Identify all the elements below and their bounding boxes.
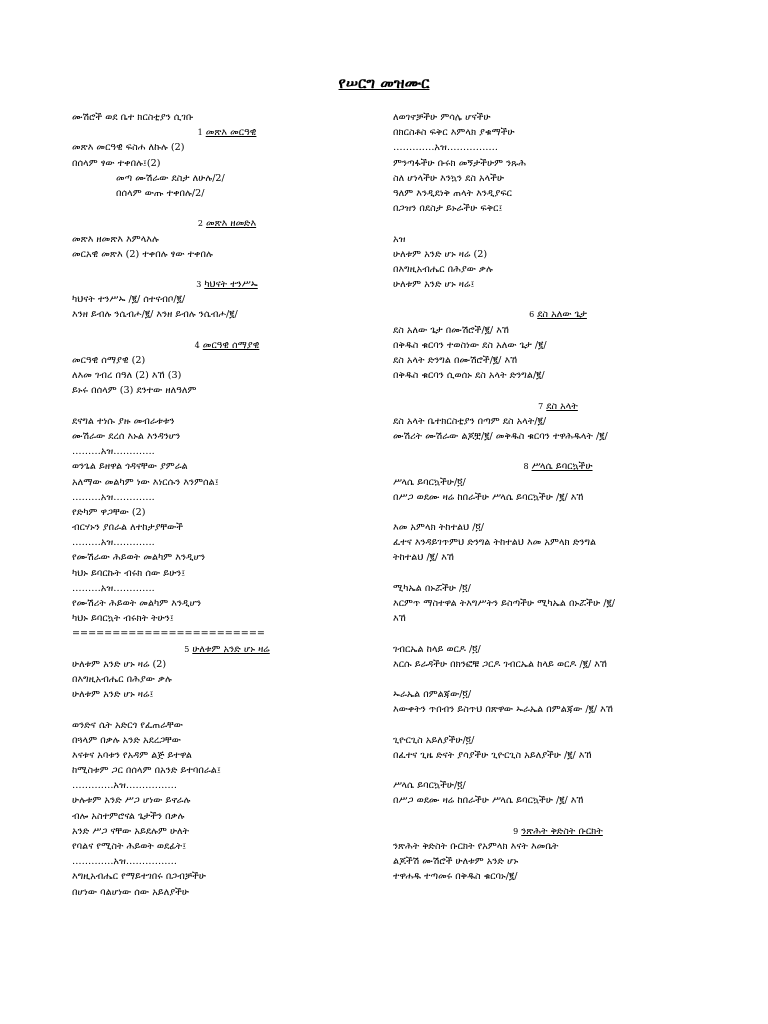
blank-line — [393, 809, 723, 824]
lyric-line: እርምጥ ማስተዋል ትእግሥትን ይስጣችሁ ሚካኤል በኑሯችሁ /፪/ — [393, 598, 615, 609]
lyric-line: ትከተልህ /፪/ እኸ — [393, 552, 455, 564]
lyric-line: በእግዚአብሔር በሕያው ቃሉ — [393, 263, 493, 275]
blank-line — [393, 383, 723, 398]
lyric-line: ሥላሴ ይባርኳችሁ/፬/ — [393, 780, 466, 792]
lyric-line: ተዋሐዱ ተጣመሩ በቅዱስ ቁርባኑ/፪/ — [393, 871, 518, 883]
lyric-line: ደስ አላት ቤተክርስቲያን በጣም ደስ አላት/፪/ — [393, 415, 547, 427]
lyric-line: ሁለቱም አንድ ሆኑ ዛሬ (2) — [393, 248, 488, 260]
lyric-line: ሚካኤል በኑሯችሁ /፬/ — [393, 582, 471, 594]
song-heading — [72, 338, 382, 353]
blank-line — [72, 262, 382, 277]
lyric-line: እናቱና አባቱን የአዳም ልጅ ይተዋል — [72, 749, 192, 761]
lyric-line: ካህኑ ይባርኩት ብሩክ ሰው ይሁን፤ — [72, 567, 186, 579]
lyric-line: ሁለቱም አንድ ሆኑ ዛሬ (2) — [72, 658, 167, 670]
song-title: መጽእ ዘመድእ — [205, 218, 257, 230]
blank-line — [393, 626, 723, 641]
lyric-line: ………….አዝ……………. — [72, 780, 177, 792]
lyric-line: ካህናት ተንሥኡ /፪/ ሰተናብቦ/፪/ — [72, 294, 186, 306]
lyric-line: ለእመ ገብረ በዓለ (2) እኸ (3) — [72, 370, 182, 382]
lyric-line: በክርስቶስ ፍቅር እምላክ ያቁማችሁ — [393, 127, 515, 139]
lyric-line: አለማው መልካም ነው እነርሱን እንምሰል፤ — [72, 476, 219, 488]
lyric-line: ከሚስቱም ጋር በሰላም በአንድ ይተባበራል፤ — [72, 765, 221, 777]
lyric-line: በጓላም በቃሉ አንድ አደረጋቸው — [72, 734, 181, 746]
lyric-line: እርሱ ይራዳችሁ በክንፎቹ ጋርዶ ገብርኤል ከላይ ወርዶ /፪/ እኸ — [393, 658, 608, 670]
song-title: ካህናት ተንሥኡ — [204, 279, 258, 291]
song-number: 3 — [196, 280, 202, 290]
blank-line — [393, 763, 723, 778]
blank-line — [393, 566, 723, 581]
song-title: ሥላሴ ይባርኳችሁ — [531, 461, 593, 473]
lyric-line: መጽእ መርዓዊ ፍስሐ ለኩሉ (2) — [72, 142, 185, 154]
lyric-line: ሙሽሮች ወደ ቤተ ክርስቲያን ሲገቡ — [72, 112, 194, 123]
lyric-line: ………….አዝ……………. — [393, 142, 498, 154]
lyric-line: ብሎ አስተምሮናል ጌታችን በቃሉ — [72, 810, 185, 822]
blank-line — [393, 444, 723, 459]
blank-line — [72, 201, 382, 216]
song-title: ደስ አለው ጌታ — [537, 309, 587, 321]
song-number: 6 — [529, 310, 535, 320]
blank-line — [72, 399, 382, 414]
lyric-line: ሁለቱም አንድ ሆኑ ዛሬ፤ — [393, 279, 475, 291]
song-title: ሁለቱም አንድ ሆኑ ዛሬ — [192, 643, 270, 655]
left-column — [72, 110, 382, 900]
lyric-line: ======================== — [72, 628, 265, 640]
lyric-line: ………አዝ…………. — [72, 491, 155, 503]
lyric-line: የሙሽሪት ሕይወት መልካም እንዲሆን — [72, 598, 202, 609]
song-number: 9 — [513, 826, 519, 836]
lyric-line: ይኑሩ በሰላም (3) ደንተው ዘለዓለም — [72, 385, 197, 397]
lyric-line: መጣ ሙሽራው ደስታ ለሁሉ/2/ — [116, 172, 225, 184]
song-heading — [72, 642, 382, 657]
blank-line — [393, 216, 723, 231]
lyric-line: አንድ ሥጋ ናቸው አይደሉም ሁለት — [72, 825, 190, 837]
lyric-line: ዓለም እንዲደነቅ ጠላት እንዲያፍር — [393, 187, 512, 199]
lyric-line: ………አዝ…………. — [72, 582, 155, 594]
song-number: 4 — [194, 340, 200, 350]
song-heading — [393, 307, 723, 322]
lyric-line: የባልና የሚስት ሕይወት ወደፊት፤ — [72, 841, 187, 852]
song-number: 8 — [523, 462, 529, 472]
lyric-line: ጊዮርጊስ አይለያችሁ/፬/ — [393, 734, 475, 746]
lyric-line: በሥጋ ወደሙ ዛሬ ከበራችሁ ሥላሴ ይባርኳችሁ /፪/ እኸ — [393, 491, 584, 503]
lyric-line: ሥላሴ ይባርኳችሁ/፬/ — [393, 476, 466, 488]
lyric-line: መርዓዊ ሰማያዊ (2) — [72, 355, 146, 366]
song-title: መጽእ መርዓዊ — [205, 127, 257, 139]
song-number: 1 — [197, 128, 203, 138]
lyric-line: በጋዝን በደስታ ይኑራችሁ ፍቅር፤ — [393, 203, 503, 215]
lyric-line: ሙሽሪት ሙሽራው ልጆቿ/፪/ መቅዱስ ቁርባን ተዋሕዱላት /፪/ — [393, 430, 608, 442]
lyric-line: መርአዊ መጽእ (2) ተቀበሉ ፃው ተቀበሉ — [72, 248, 213, 260]
lyric-line: እውቀትን ጥበብን ይስጥህ በጽዋው ኡራኤል በምልጃው /፪/ እኸ — [393, 704, 613, 716]
song-title: ንጽሕት ቅድስት ቡርክት — [521, 825, 603, 837]
lyric-line: በእግዚአብሔር በሕያው ቃሉ — [72, 673, 172, 685]
lyric-line: ደስ አላት ድንግል በሙሽሮች/፪/ እኸ — [393, 355, 518, 366]
lyric-line: ፈተና እንዳይገጥምህ ድንግል ትከተልህ እመ አምላክ ድንግል — [393, 537, 597, 549]
lyric-line: ………….አዝ……………. — [72, 856, 177, 868]
lyric-line: ኡራኤል በምልጃው/፬/ — [393, 689, 472, 701]
lyric-line: ብርሃኑን ያበራል ለተከታያቸውች — [72, 522, 184, 534]
lyric-line: እግዚአብሔር የማይተገበሩ በጋብቻችሁ — [72, 871, 207, 883]
lyric-line: ሙሽራው ደረሰ እኑል እንዳንሆን — [72, 430, 181, 442]
lyric-line: ………አዝ…………. — [72, 446, 155, 458]
blank-line — [393, 718, 723, 733]
lyric-line: የድካም ዋጋቸው (2) — [72, 506, 146, 518]
song-heading — [393, 459, 723, 474]
lyric-line: በቅዱስ ቁርባን ተወስነው ደስ አለው ጌታ /፪/ — [393, 339, 547, 351]
lyric-line: የሙሽራው ሕይወት መልካም እንዲሆን — [72, 552, 206, 564]
lyric-line: ሁለቱም አንድ ሆኑ ዛሬ፤ — [72, 689, 154, 701]
lyric-line: ………አዝ…………. — [72, 537, 155, 549]
song-title: ደስ አላት — [546, 400, 578, 412]
lyric-line: ደናግል ተነሱ ያዙ መብራቱቱን — [72, 415, 175, 427]
lyric-line: እኸ — [393, 613, 406, 625]
song-heading — [72, 216, 382, 231]
blank-line — [72, 323, 382, 338]
song-heading — [393, 399, 723, 414]
blank-line — [393, 292, 723, 307]
lyric-line: እመ አምላክ ትከተልህ /፬/ — [393, 522, 485, 534]
lyric-line: በሰላም ውጡ ተቀበሉ/2/ — [116, 187, 205, 199]
right-column — [393, 110, 723, 885]
lyric-line: ካህኑ ይባርኳት ብሩክት ትሁን፤ — [72, 613, 174, 625]
blank-line — [393, 505, 723, 520]
lyric-line: በሥጋ ወደሙ ዛሬ ከበራችሁ ሥላሴ ይባርኳችሁ /፪/ እኸ — [393, 795, 584, 807]
lyric-line: ልጆችሽ ሙሽሮች ሁለቱም አንድ ሆኑ — [393, 856, 519, 868]
song-number: 2 — [197, 219, 203, 229]
lyric-line: መጽእ ዘመጽእ እምላእሉ — [72, 233, 159, 245]
lyric-line: ገብርኤል ከላይ ወርዶ /፬/ — [393, 643, 481, 655]
song-number: 5 — [184, 644, 190, 654]
lyric-line: አዝ — [393, 233, 406, 245]
lyric-line: በሆነው ባልሆነው ሰው አይለያችሁ — [72, 886, 189, 898]
lyric-line: በቅዱስ ቁርባን ሲወሰኑ ደስ አላት ድንግል/፪/ — [393, 370, 545, 382]
lyric-line: ለወገኖቻችሁ ምሳሌ ሆናችሁ — [393, 112, 491, 123]
song-title: መርዓዊ ሰማያዊ — [202, 339, 260, 351]
lyric-line: ወንጌል ይዘዋል ጎዳናቸው ያምራል — [72, 461, 188, 473]
page-title: የሠርግ መዝሙር — [338, 74, 430, 92]
lyric-line: እንዘ ይብሉ ንሴብሖ/፪/ እንዘ ይብሉ ንሴብሖ/፪/ — [72, 309, 238, 321]
blank-line — [72, 702, 382, 717]
song-heading — [393, 824, 723, 839]
lyric-line: ምንጣፋችሁ ቡሩክ መኝታችሁም ንጹሕ — [393, 157, 527, 169]
lyric-line: በፈተና ጊዜ ድናት ያሳያችሁ ጊዮርጊስ አይለያችሁ /፪/ እኸ — [393, 749, 592, 761]
lyric-line: ደስ አለው ጌታ በሙሽሮች/፪/ እኸ — [393, 324, 510, 336]
lyric-line: ሁሉቱም አንድ ሥጋ ሆነው ይኖራሉ — [72, 795, 191, 807]
blank-line — [393, 672, 723, 687]
lyric-line: ስለ ሆነላችሁ እንኳን ደስ አላችሁ — [393, 172, 505, 184]
song-heading — [72, 277, 382, 292]
song-number: 7 — [538, 401, 544, 411]
lyric-line: ወንድና ሴት አድርጎ የፈጠራቸው — [72, 719, 183, 731]
lyric-line: ንጽሕት ቅድስት ቡርክት የአምላክ እናት እመቤት — [393, 841, 559, 852]
song-heading — [72, 125, 382, 140]
lyric-line: በሰላም ፃው ተቀበሉ፤(2) — [72, 157, 161, 169]
